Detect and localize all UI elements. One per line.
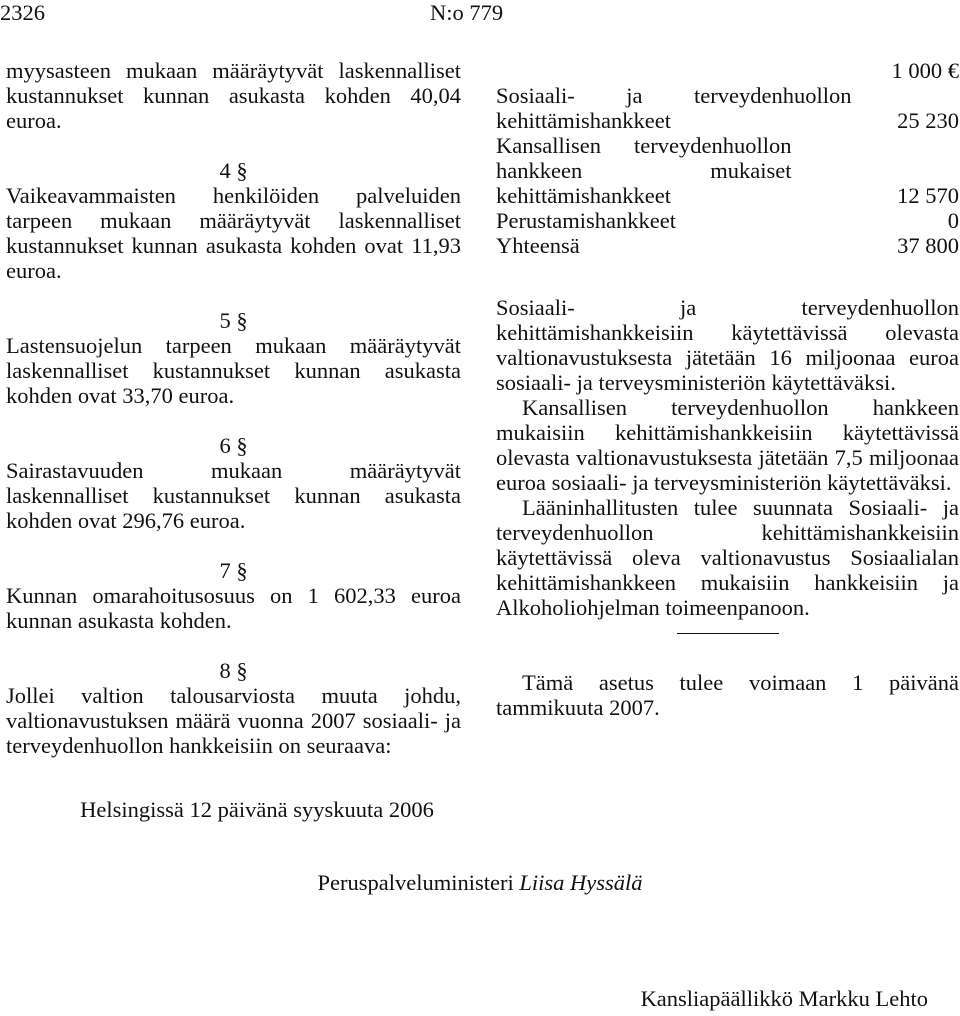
row-label: Perustamishankkeet — [496, 208, 676, 233]
paragraph-6: Sairastavuuden mukaan määräytyvät laskennalliset kustannukset kunnan asukasta kohden ovat 296,76 euroa. — [6, 458, 461, 533]
paragraph-7: Kunnan omarahoitusosuus on 1 602,33 euroa kunnan asukasta kohden. — [6, 583, 461, 633]
row-label: Yhteensä — [496, 233, 580, 258]
section-heading-7: 7 § — [219, 558, 248, 583]
appropriation-table — [496, 58, 959, 258]
unit-header: 1 000 € — [891, 58, 959, 83]
section-heading-6: 6 § — [219, 433, 248, 458]
paragraph-3: Lääninhallitusten tulee suunnata Sosiaali- ja terveydenhuollon kehittämishankkeisiin käytettävissä oleva valtionavustus Sosiaalialan kehittämishankkeen mukaisiin hankkeisiin ja Alkoholiohjelman toimeenpanoon. — [496, 495, 959, 620]
row-amount: 37 800 — [897, 233, 959, 258]
table-row — [496, 133, 959, 208]
paragraph-intro: myysasteen mukaan määräytyvät laskennalliset kustannukset kunnan asukasta kohden 40,04 euroa. — [6, 58, 461, 133]
page-number: 2326 — [0, 0, 45, 25]
row-amount: 25 230 — [897, 108, 959, 133]
paragraph-4: Vaikeavammaisten henkilöiden palveluiden tarpeen mukaan määräytyvät laskennalliset kustannukset kunnan asukasta kohden ovat 11,93 euroa. — [6, 183, 461, 283]
paragraph-2: Kansallisen terveydenhuollon hankkeen mukaisiin kehittämishankkeisiin käytettävissä olevasta valtionavustuksesta jätetään 7,5 miljoonaa euroa sosiaali- ja terveysministeriön käytettäväksi. — [496, 395, 959, 495]
table-header-row — [496, 58, 959, 83]
issue-number: N:o 779 — [430, 0, 504, 25]
row-label: Kansallisen terveydenhuollon hankkeen mukaiset kehittämishankkeet — [496, 133, 792, 208]
table-row — [496, 208, 959, 233]
minister-signature — [0, 870, 960, 895]
paragraph-5: Lastensuojelun tarpeen mukaan määräytyvät laskennalliset kustannukset kunnan asukasta kohden ovat 33,70 euroa. — [6, 333, 461, 408]
official-signature: Kansliapäällikkö Markku Lehto — [640, 986, 928, 1011]
minister-name: Liisa Hyssälä — [519, 870, 643, 895]
table-total-row — [496, 233, 959, 258]
row-label: Sosiaali- ja terveydenhuollon kehittämishankkeet — [496, 83, 852, 133]
divider-rule — [677, 633, 779, 634]
left-column — [6, 58, 461, 758]
minister-title: Peruspalveluministeri — [317, 870, 514, 895]
section-heading-5: 5 § — [219, 308, 248, 333]
section-heading-8: 8 § — [219, 658, 248, 683]
row-amount: 0 — [947, 208, 959, 233]
right-column — [496, 58, 959, 720]
paragraph-effective: Tämä asetus tulee voimaan 1 päivänä tammikuuta 2007. — [496, 670, 959, 720]
table-row — [496, 83, 959, 133]
row-amount: 12 570 — [897, 183, 959, 208]
section-heading-4: 4 § — [219, 158, 248, 183]
paragraph-1: Sosiaali- ja terveydenhuollon kehittämishankkeisiin käytettävissä olevasta valtionavustuksesta jätetään 16 miljoonaa euroa sosiaali- ja terveysministeriön käytettäväksi. — [496, 295, 959, 395]
paragraph-8: Jollei valtion talousarviosta muuta johdu, valtionavustuksen määrä vuonna 2007 sosiaali- ja terveydenhuollon hankkeisiin on seuraava: — [6, 683, 461, 758]
place-date: Helsingissä 12 päivänä syyskuuta 2006 — [80, 797, 434, 822]
